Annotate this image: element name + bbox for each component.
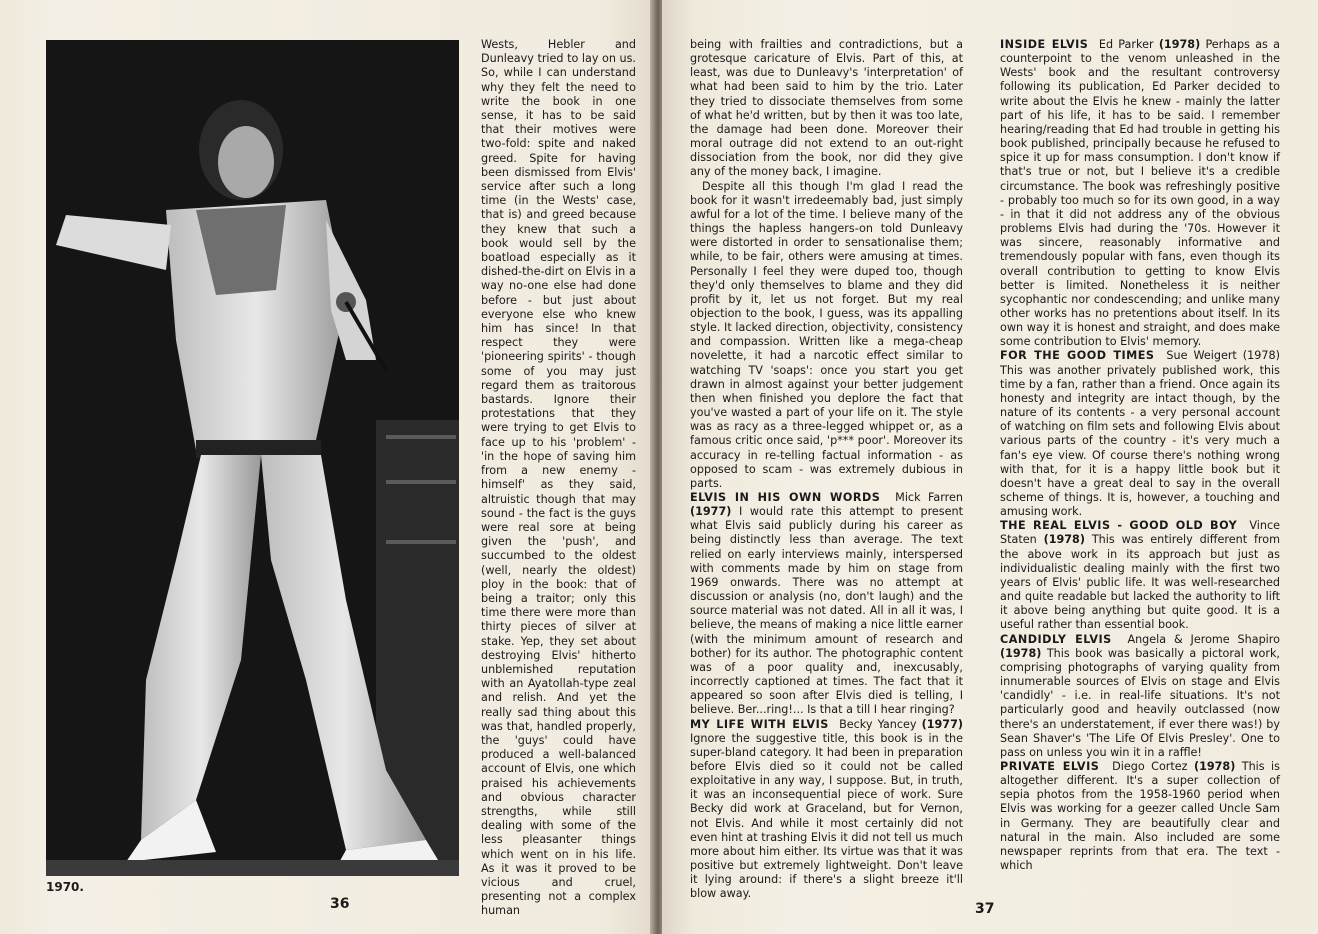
review-elvis-in-his-own-words (690, 491, 963, 718)
review-title: ELVIS IN HIS OWN WORDS (690, 491, 881, 504)
review-body: Ignore the suggestive title, this book is in the super-bland category. It had been in preparation before Elvis died so it could not be called exploitative in any way, I suppose. But, in truth, it was an inconsequential piece of work. Sure Becky did work at Graceland, but for Vernon, not Elvis. And while it most certainly did not even hint at trashing Elvis it did not tell us much more about him either. Its virtue was that it was positive but extremely lightweight. Don't leave it lying around: if there's a slight breeze it'll blow away. (690, 731, 963, 901)
review-body: This was another privately published work, this time by a fan, rather than a friend. Once again its honesty and integrity are intact though, by the nature of its contents - a very personal account of watching on film sets and following Elvis about various parts of the country - it's very much a fan's eye view. Of course there's nothing wrong with that, for it is a happy little book but it doesn't have a great deal to say in the overall scheme of things. It is, however, a touching and amusing work. (1000, 363, 1280, 519)
review-year: (1978) (1158, 38, 1201, 51)
review-body: I would rate this attempt to present what Elvis said publicly during his career as being distinctly less than average. The text relied on early interviews mainly, interspersed with comments made by him on stage from 1969 onwards. There was no attempt at discussion or analysis (no, don't laugh) and the source material was not dated. All in all it was, I believe, the means of making a nice little earner (with the minimum amount of research and bother) for its author. The photographic content was of a poor quality and, inexcusably, incorrectly captioned at times. The fact that it appeared so soon after Elvis died is telling, I believe. Ber...ring!... Is that a till I hear ringing? (690, 505, 963, 717)
review-year: (1978) (1000, 646, 1042, 660)
review-year: (1977) (921, 717, 963, 731)
review-private-elvis (1000, 760, 1280, 873)
review-year: (1978) (1043, 533, 1085, 547)
elvis-performance-photo (46, 40, 459, 876)
review-body: Perhaps as a counterpoint to the venom unleashed in the Wests' book and the resultant controversy following its publication, Ed Parker decided to write about the Elvis he knew - mainly the latter part of his life, it has to be said. I remember hearing/reading that Ed had trouble in getting his book published, principally because he refused to spice it up for mass consumption. I don't know if that's true or not, but I believe it's a credible circumstance. The book was refreshingly positive - probably too much so for its own good, in a way - in that it did not address any of the obvious problems Elvis had during the '70s. However it was sincere, reasonably informative and tremendously popular with fans, even though its overall contribution to getting to know Elvis better is limited. Nonetheless it is neither sycophantic nor condescending; and unlike many other works has no pretentions about itself. In its own way it is honest and straight, and does make some contribution to Elvis' memory. (1000, 38, 1280, 349)
review-title: CANDIDLY ELVIS (1000, 632, 1112, 646)
left-page (0, 0, 654, 934)
right-text-column-a (690, 38, 963, 902)
review-year: (1978) (1193, 759, 1236, 773)
review-title: FOR THE GOOD TIMES (1000, 349, 1155, 363)
review-author: Angela & Jerome Shapiro (1127, 632, 1280, 646)
review-title: MY LIFE WITH ELVIS (690, 717, 829, 731)
performer-illustration (46, 40, 459, 876)
review-for-the-good-times (1000, 349, 1280, 519)
intro-paragraph-2: Despite all this though I'm glad I read the book for it wasn't irredeemably bad, just simply awful for a lot of the time. I believe many of the things the hapless hangers-on told Dunleavy were distorted in order to sensationalise them; while, to be fair, others were amusing at times. Personally I feel they were duped too, though they'd only themselves to blame and they did profit by it, let us not forget. But my real objection to the book, I guess, was its appalling style. It lacked direction, objectivity, consistency and compassion. Written like a mega-cheap novelette, it had a narcotic effect similar to watching TV 'soaps': once you start you get drawn in almost against your better judgement then when finished you deplore the fact that you've wasted a part of your life on it. The style was as racy as a three-legged whippet or, as a famous critic once said, 'p*** poor'. Moreover its accuracy in re-telling factual information - as opposed to scam - was extremely dubious in parts. (690, 179, 963, 490)
review-author: Becky Yancey (839, 717, 917, 731)
review-author: Mick Farren (895, 491, 963, 504)
review-the-real-elvis (1000, 519, 1280, 632)
review-author: Sue Weigert (1978) (1166, 349, 1280, 363)
review-body: This was entirely different from the above work in its approach but just as individualistic dealing mainly with the first two years of Elvis' public life. It was well-researched and quite readable but lacked the authority to lift it above being anything but quite good. It is a useful rather than essential book. (1000, 533, 1280, 632)
review-title: INSIDE ELVIS (1000, 38, 1089, 51)
review-candidly-elvis (1000, 633, 1280, 760)
right-page (662, 0, 1318, 934)
review-inside-elvis (1000, 38, 1280, 349)
review-year: (1977) (690, 505, 732, 519)
page-number-right: 37 (975, 901, 995, 917)
right-text-column-b (1000, 38, 1280, 873)
review-title: PRIVATE ELVIS (1000, 759, 1100, 773)
review-author: Diego Cortez (1112, 759, 1188, 773)
review-body: This book was basically a pictoral work, comprising photographs of varying quality from innumerable sources of Elvis on stage and Elvis 'candidly' - i.e. in real-life situations. It's not particularly good and heavily outclassed (now there's an understatement, if ever there was!) by Sean Shaver's 'The Life Of Elvis Presley'. One to pass on unless you win it in a raffle! (1000, 646, 1280, 759)
review-title: THE REAL ELVIS - GOOD OLD BOY (1000, 519, 1238, 533)
left-text-column (481, 38, 636, 919)
page-number-left: 36 (330, 896, 350, 912)
photo-caption: 1970. (46, 880, 84, 894)
review-my-life-with-elvis (690, 718, 963, 902)
left-column-paragraph: Wests, Hebler and Dunleavy tried to lay on us. So, while I can understand why they felt the need to write the book in one sense, it has to be said that their motives were two-fold: spite and naked greed. Spite for having been dismissed from Elvis' service after such a long time (in the Wests' case, that is) and greed because they knew that such a book would sell by the boatload especially as it dished-the-dirt on Elvis in a way no-one else had done before - but just about everyone else who knew him has since! In that respect they were 'pioneering spirits' - though some of you may just regard them as traitorous bastards. Ignore their protestations that they were trying to get Elvis to face up to his 'problem' - 'in the hope of saving him from a new enemy - himself' as they said, altruistic though that may sound - the fact is the guys were real sore at being given the 'push', and succumbed to the oldest (well, nearly the oldest) ploy in the book: that of being a traitor; only this time there were more than thirty pieces of silver at stake. Yep, they set about destroying Elvis' hitherto unblemished reputation with an Ayatollah-type zeal and relish. And yet the really sad thing about this was that, handled properly, the 'guys' could have produced a well-balanced account of Elvis, one which praised his achievements and obvious character strengths, while still dealing with some of the less pleasanter things which went on in his life. As it was it proved to be vicious and cruel, presenting not a complex human (481, 38, 636, 918)
review-author: Vince Staten (1000, 519, 1280, 547)
review-body: This is altogether different. It's a super collection of sepia photos from the 1958-1960 period when Elvis was working for a geezer called Uncle Sam in Germany. They are beautifully clear and natural in the main. Also included are some newspaper reprints from that era. The text - which (1000, 759, 1280, 873)
intro-paragraph-1: being with frailties and contradictions, but a grotesque caricature of Elvis. Part of this, at least, was due to Dunleavy's 'interpretation' of what had been said to him by the trio. Later they tried to dissociate themselves from some of what he'd written, but by then it was too late, the damage had been done. Moreover their moral outrage did not extend to an out-right dissociation from the book, nor did they give any of the money back, I imagine. (690, 38, 963, 179)
review-author: Ed Parker (1098, 38, 1154, 51)
